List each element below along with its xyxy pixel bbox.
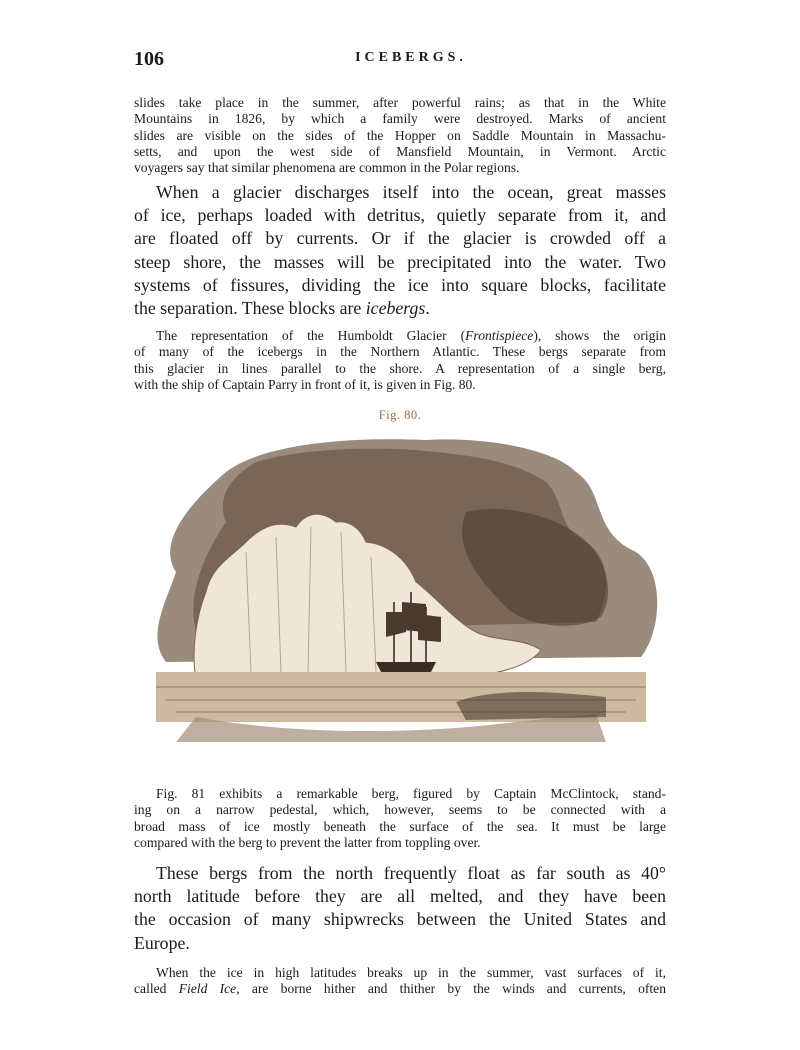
text-line: setts, and upon the west side of Mansfield Mountain, in Vermont. Arctic bbox=[134, 143, 666, 159]
text-line: slides take place in the summer, after powerful rains; as that in the White bbox=[134, 95, 666, 110]
italic-term: icebergs bbox=[365, 298, 426, 319]
text-line: systems of fissures, dividing the ice into square blocks, facilitate bbox=[134, 274, 666, 295]
text-line bbox=[134, 328, 666, 344]
text-line: slides are visible on the sides of the Hopper on Saddle Mountain in Massachu- bbox=[134, 127, 666, 143]
text-run: , are borne hither and thither by the winds and currents, often bbox=[236, 981, 666, 997]
paragraph-glacier-discharge bbox=[134, 181, 666, 320]
italic-term: Frontispiece bbox=[465, 328, 534, 343]
paragraph-landslides bbox=[134, 95, 666, 176]
paragraph-bergs-latitude bbox=[134, 862, 666, 955]
text-line: this glacier in lines parallel to the shore. A representation of a single berg, bbox=[134, 360, 666, 376]
iceberg-illustration bbox=[136, 432, 666, 762]
text-run: The representation of the Humboldt Glacier ( bbox=[156, 328, 466, 343]
running-title: ICEBERGS. bbox=[355, 50, 467, 65]
text-line: Mountains in 1826, by which a family were destroyed. Marks of ancient bbox=[134, 111, 666, 127]
paragraph-humboldt-glacier bbox=[134, 328, 666, 393]
text-line: compared with the berg to prevent the latter from toppling over. bbox=[134, 834, 481, 850]
paragraph-field-ice bbox=[134, 965, 666, 998]
page-number: 106 bbox=[134, 48, 164, 70]
iceberg-engraving bbox=[136, 432, 666, 762]
text-line: ing on a narrow pedestal, which, however, seems to be connected with a bbox=[134, 802, 666, 818]
running-head bbox=[134, 48, 666, 72]
text-run: . bbox=[425, 298, 430, 319]
text-line: Europe. bbox=[134, 932, 190, 953]
text-line: These bergs from the north frequently float as far south as 40° bbox=[156, 863, 666, 883]
text-line bbox=[134, 981, 666, 997]
text-run: called bbox=[134, 981, 179, 997]
text-line: are floated off by currents. Or if the glacier is crowded off a bbox=[134, 228, 666, 249]
text-line: of ice, perhaps loaded with detritus, quietly separate from it, and bbox=[134, 205, 666, 226]
text-run: ), shows the origin bbox=[533, 328, 666, 343]
text-line: of many of the icebergs in the Northern Atlantic. These bergs separate from bbox=[134, 344, 666, 360]
text-line: When the ice in high latitudes breaks up in the summer, vast surfaces of it, bbox=[156, 965, 666, 980]
text-line: with the ship of Captain Parry in front of it, is given in Fig. 80. bbox=[134, 376, 476, 392]
text-line: voyagers say that similar phenomena are common in the Polar regions. bbox=[134, 160, 520, 176]
text-line: the occasion of many shipwrecks between the United States and bbox=[134, 909, 666, 930]
text-line: Fig. 81 exhibits a remarkable berg, figured by Captain McClintock, stand- bbox=[156, 786, 666, 801]
text-run: the separation. These blocks are bbox=[134, 298, 366, 319]
text-line bbox=[134, 297, 666, 320]
text-line: steep shore, the masses will be precipitated into the water. Two bbox=[134, 251, 666, 272]
text-line: broad mass of ice mostly beneath the surface of the sea. It must be large bbox=[134, 818, 666, 834]
text-line: When a glacier discharges itself into the ocean, great masses bbox=[156, 182, 666, 202]
paragraph-fig81 bbox=[134, 786, 666, 851]
figure-caption: Fig. 80. bbox=[378, 408, 422, 422]
text-line: north latitude before they are all melted, and they have been bbox=[134, 886, 666, 907]
italic-term: Field Ice bbox=[178, 981, 237, 997]
